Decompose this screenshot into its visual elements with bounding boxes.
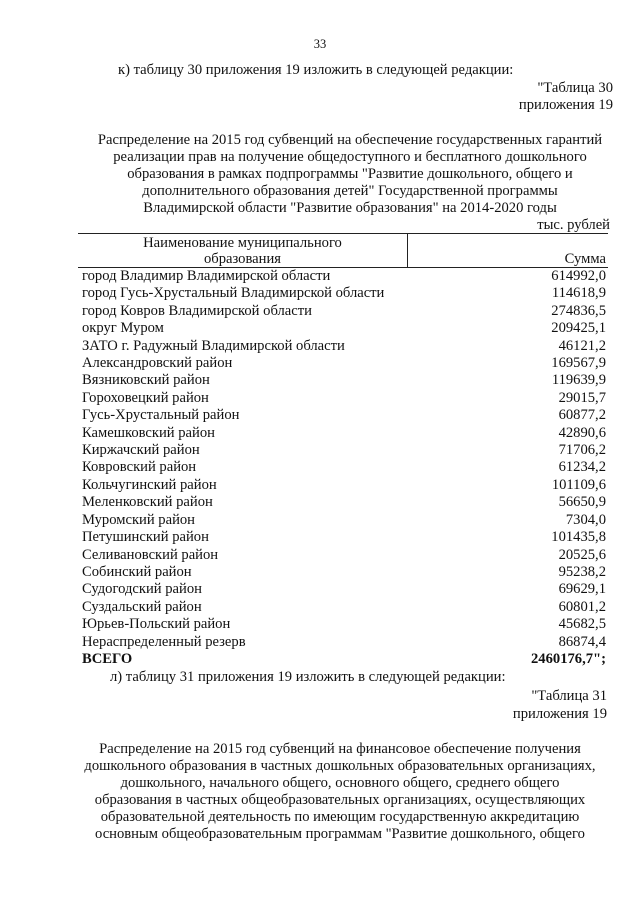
row-name: город Ковров Владимирской области <box>82 302 312 319</box>
section-k-intro: к) таблицу 30 приложения 19 изложить в следующей редакции: <box>118 62 514 78</box>
row-value: 114618,9 <box>551 285 606 302</box>
total-label: ВСЕГО <box>82 650 133 667</box>
units-label: тыс. рублей <box>537 217 610 233</box>
row-name: округ Муром <box>82 320 164 337</box>
table-total-row <box>78 651 608 668</box>
row-value: 61234,2 <box>558 459 606 476</box>
row-name: Киржачский район <box>82 442 200 459</box>
row-name: город Гусь-Хрустальный Владимирской области <box>82 285 385 302</box>
section-l-intro: л) таблицу 31 приложения 19 изложить в следующей редакции: <box>110 669 506 685</box>
table-row <box>78 372 608 389</box>
row-value: 119639,9 <box>551 372 606 389</box>
table-row <box>78 494 608 511</box>
section-l-table-ref: "Таблица 31 <box>531 688 607 704</box>
row-value: 45682,5 <box>558 616 606 633</box>
row-name: Меленковский район <box>82 494 213 511</box>
row-name: Юрьев-Польский район <box>82 616 231 633</box>
section-l-title-line-2: дошкольного образования в частных дошкольных образовательных организациях, <box>84 758 596 774</box>
table-row <box>78 407 608 424</box>
row-name: Петушинский район <box>82 529 209 546</box>
page-number: 33 <box>313 37 327 51</box>
table-row <box>78 303 608 320</box>
row-value: 169567,9 <box>551 355 606 372</box>
table-header-row <box>78 234 608 268</box>
section-l-title-line-1: Распределение на 2015 год субвенций на финансовое обеспечение получения <box>99 741 581 757</box>
section-k-title-line-5: Владимирской области "Развитие образования" на 2014-2020 годы <box>143 200 557 216</box>
row-value: 101109,6 <box>551 476 606 493</box>
row-name: Камешковский район <box>82 424 215 441</box>
section-l-title-line-3: дошкольного, начального общего, основного общего, среднего общего <box>120 775 560 791</box>
row-name: город Владимир Владимирской области <box>82 268 331 284</box>
row-value: 274836,5 <box>551 302 606 319</box>
row-value: 7304,0 <box>565 511 606 528</box>
row-name: Муромский район <box>82 511 195 528</box>
section-l-appendix-ref: приложения 19 <box>512 706 607 722</box>
table-row <box>78 529 608 546</box>
row-value: 46121,2 <box>558 337 606 354</box>
table-row <box>78 355 608 372</box>
row-value: 71706,2 <box>558 442 606 459</box>
row-name: Кольчугинский район <box>82 476 217 493</box>
column-header-name-line-2: образования <box>204 251 281 267</box>
column-header-name-line-1: Наименование муниципального <box>143 235 342 251</box>
table-row <box>78 547 608 564</box>
total-value: 2460176,7"; <box>531 650 606 667</box>
row-value: 209425,1 <box>551 320 606 337</box>
row-name: Александровский район <box>82 355 233 372</box>
table-row <box>78 285 608 302</box>
table-row <box>78 599 608 616</box>
table-row <box>78 268 608 286</box>
row-name: Нераспределенный резерв <box>82 633 246 650</box>
row-name: Гусь-Хрустальный район <box>82 407 240 424</box>
section-l-title-line-5: образовательной деятельность по имеющим государственную аккредитацию <box>100 809 580 825</box>
row-value: 60877,2 <box>558 407 606 424</box>
row-value: 69629,1 <box>558 581 606 598</box>
row-value: 614992,0 <box>551 268 606 284</box>
section-k-appendix-ref: приложения 19 <box>518 97 613 113</box>
table-row <box>78 581 608 598</box>
row-name: Судогодский район <box>82 581 202 598</box>
row-name: Гороховецкий район <box>82 389 209 406</box>
table-row <box>78 512 608 529</box>
row-value: 56650,9 <box>558 494 606 511</box>
table-row <box>78 564 608 581</box>
row-value: 29015,7 <box>558 389 606 406</box>
table-row <box>78 477 608 494</box>
row-name: Собинский район <box>82 563 192 580</box>
table-row <box>78 634 608 651</box>
row-name: Селивановский район <box>82 546 219 563</box>
table-body <box>78 268 608 669</box>
table-row <box>78 616 608 633</box>
table-row <box>78 320 608 337</box>
section-k-title-line-1: Распределение на 2015 год субвенций на обеспечение государственных гарантий <box>97 132 603 148</box>
row-value: 60801,2 <box>558 598 606 615</box>
table-row <box>78 442 608 459</box>
row-name: Суздальский район <box>82 598 202 615</box>
section-l-title-line-4: образования в частных общеобразовательных организациях, осуществляющих <box>94 792 586 808</box>
subventions-table <box>78 233 608 668</box>
table-row <box>78 390 608 407</box>
column-header-name <box>78 234 408 268</box>
section-l-title-line-6: основным общеобразовательным программам "Развитие дошкольного, общего <box>95 826 585 842</box>
section-k-title-line-3: образования в рамках подпрограммы "Развитие дошкольного, общего и <box>127 166 573 182</box>
table-row <box>78 425 608 442</box>
table-row <box>78 338 608 355</box>
section-k-table-ref: "Таблица 30 <box>537 80 613 96</box>
row-value: 20525,6 <box>558 546 606 563</box>
row-name: ЗАТО г. Радужный Владимирской области <box>82 337 345 354</box>
section-k-title-line-4: дополнительного образования детей" Государственной программы <box>142 183 558 199</box>
row-value: 86874,4 <box>558 633 606 650</box>
section-k-title-line-2: реализации прав на получение общедоступного и бесплатного дошкольного <box>113 149 587 165</box>
row-value: 42890,6 <box>558 424 606 441</box>
row-name: Ковровский район <box>82 459 197 476</box>
row-value: 95238,2 <box>558 563 606 580</box>
column-header-sum: Сумма <box>408 234 609 268</box>
row-value: 101435,8 <box>551 529 606 546</box>
table-row <box>78 459 608 476</box>
row-name: Вязниковский район <box>82 372 210 389</box>
